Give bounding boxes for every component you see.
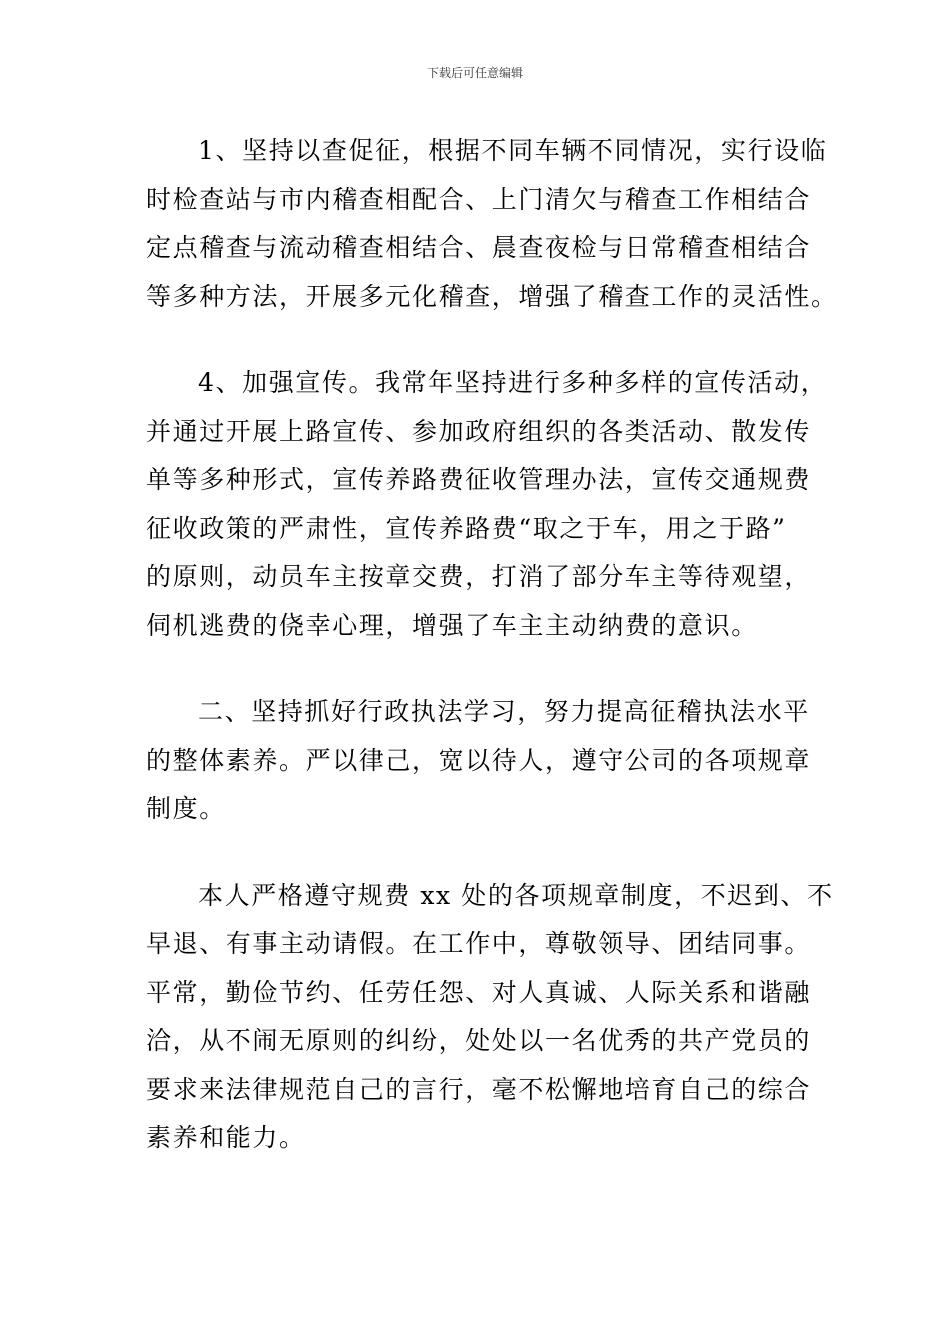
paragraph-line: 1、坚持以查促征，根据不同车辆不同情况，实行设临 bbox=[198, 136, 828, 165]
paragraph-line: 定点稽查与流动稽查相结合、晨查夜检与日常稽查相结合 bbox=[146, 233, 812, 262]
paragraph-2 bbox=[146, 359, 828, 650]
paragraph-line: 的原则，动员车主按章交费，打消了部分车主等待观望， bbox=[146, 562, 812, 591]
paragraph-line: 洽，从不闹无原则的纠纷，处处以一名优秀的共产党员的 bbox=[146, 1026, 812, 1055]
paragraph-line: 平常，勤俭节约、任劳任怨、对人真诚、人际关系和谐融 bbox=[146, 977, 812, 1007]
paragraph-line: 并通过开展上路宣传、参加政府组织的各类活动、散发传 bbox=[146, 416, 812, 446]
paragraph-3 bbox=[146, 688, 812, 834]
paragraph-line: 时检查站与市内稽查相配合、上门清欠与稽查工作相结合 bbox=[146, 184, 812, 214]
paragraph-line: 4、加强宣传。我常年坚持进行多种多样的宣传活动， bbox=[198, 368, 828, 397]
document-body bbox=[146, 127, 838, 1201]
paragraph-1 bbox=[146, 127, 838, 321]
paragraph-line: 单等多种形式，宣传养路费征收管理办法，宣传交通规费 bbox=[146, 465, 812, 494]
paragraph-line: 征收政策的严肃性，宣传养路费“取之于车，用之于路” bbox=[146, 513, 787, 543]
header-note: 下载后可任意编辑 bbox=[426, 66, 523, 80]
paragraph-4 bbox=[146, 872, 834, 1163]
paragraph-line: 等多种方法，开展多元化稽查，增强了稽查工作的灵活性。 bbox=[146, 281, 838, 311]
paragraph-line: 要求来法律规范自己的言行，毫不松懈地培育自己的综合 bbox=[146, 1074, 812, 1104]
paragraph-line: 伺机逃费的侥幸心理，增强了车主主动纳费的意识。 bbox=[146, 610, 758, 640]
paragraph-line: 的整体素养。严以律己，宽以待人，遵守公司的各项规章 bbox=[146, 745, 812, 775]
paragraph-line: 制度。 bbox=[146, 794, 226, 823]
paragraph-line: 早退、有事主动请假。在工作中，尊敬领导、团结同事。 bbox=[146, 929, 812, 958]
paragraph-line: 二、坚持抓好行政执法学习，努力提高征稽执法水平 bbox=[198, 697, 810, 726]
paragraph-line: 素养和能力。 bbox=[146, 1123, 306, 1152]
paragraph-line: 本人严格遵守规费 xx 处的各项规章制度，不迟到、不 bbox=[198, 880, 834, 910]
